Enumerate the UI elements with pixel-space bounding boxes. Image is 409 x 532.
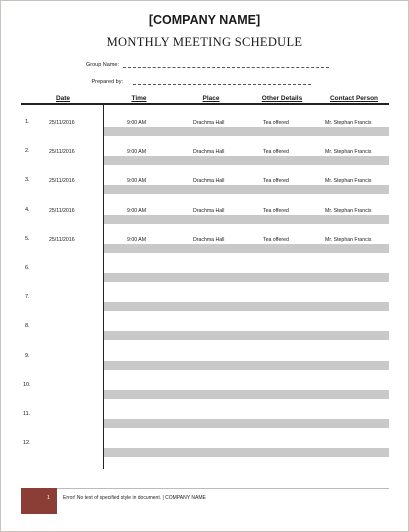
- row-date[interactable]: 25/11/2016: [49, 207, 75, 214]
- column-header-date: Date: [55, 95, 71, 102]
- row-time[interactable]: 9:00 AM: [127, 177, 147, 184]
- header-rule: [21, 103, 389, 105]
- row-other-details[interactable]: Tea offered: [263, 207, 289, 214]
- column-header-time: Time: [131, 95, 147, 102]
- row-other-details[interactable]: Tea offered: [263, 119, 289, 126]
- company-name: [COMPANY NAME]: [148, 13, 261, 27]
- group-name-line[interactable]: [123, 67, 329, 68]
- column-header-contact-person: Contact Person: [329, 95, 379, 102]
- row-number: 7.: [25, 294, 30, 300]
- prepared-by-line[interactable]: [133, 84, 311, 85]
- row-place[interactable]: Drachma Hall: [193, 207, 225, 214]
- row-band: [104, 244, 389, 253]
- row-band: [104, 390, 389, 399]
- row-contact-person[interactable]: Mr. Stephan Francis: [325, 207, 372, 214]
- row-band: [104, 331, 389, 340]
- row-other-details[interactable]: Tea offered: [263, 177, 289, 184]
- row-band: [104, 185, 389, 194]
- footer-text: Error! No text of specified style in document. | COMPANY NAME: [63, 495, 206, 501]
- row-number: 5.: [25, 236, 30, 242]
- row-date[interactable]: 25/11/2016: [49, 148, 75, 155]
- prepared-by-label: Prepared by:: [91, 79, 123, 85]
- row-contact-person[interactable]: Mr. Stephan Francis: [325, 119, 372, 126]
- footer-rule: [57, 488, 389, 489]
- row-date[interactable]: 25/11/2016: [49, 236, 75, 243]
- row-place[interactable]: Drachma Hall: [193, 236, 225, 243]
- row-number: 2.: [25, 148, 30, 154]
- row-contact-person[interactable]: Mr. Stephan Francis: [325, 236, 372, 243]
- row-time[interactable]: 9:00 AM: [127, 148, 147, 155]
- row-band: [104, 215, 389, 224]
- row-band: [104, 156, 389, 165]
- row-band: [104, 273, 389, 282]
- row-place[interactable]: Drachma Hall: [193, 177, 225, 184]
- row-date[interactable]: 25/11/2016: [49, 177, 75, 184]
- footer-accent-box: [21, 488, 57, 514]
- row-number: 9.: [25, 353, 30, 359]
- row-contact-person[interactable]: Mr. Stephan Francis: [325, 177, 372, 184]
- row-place[interactable]: Drachma Hall: [193, 148, 225, 155]
- row-band: [104, 361, 389, 370]
- row-number: 10.: [23, 382, 31, 388]
- column-header-other-details: Other Details: [261, 95, 303, 102]
- group-name-label: Group Name:: [85, 62, 119, 68]
- row-time[interactable]: 9:00 AM: [127, 236, 147, 243]
- row-date[interactable]: 25/11/2016: [49, 119, 75, 126]
- row-number: 11.: [23, 411, 31, 417]
- footer-page-number: 1: [47, 495, 50, 501]
- row-number: 3.: [25, 177, 30, 183]
- column-header-place: Place: [202, 95, 220, 102]
- row-time[interactable]: 9:00 AM: [127, 119, 147, 126]
- document-title: MONTHLY MEETING SCHEDULE: [106, 35, 303, 49]
- row-other-details[interactable]: Tea offered: [263, 236, 289, 243]
- row-place[interactable]: Drachma Hall: [193, 119, 225, 126]
- row-band: [104, 448, 389, 457]
- row-contact-person[interactable]: Mr. Stephan Francis: [325, 148, 372, 155]
- row-band: [104, 127, 389, 136]
- row-number: 8.: [25, 323, 30, 329]
- row-number: 12.: [23, 440, 31, 446]
- row-number: 6.: [25, 265, 30, 271]
- row-number: 4.: [25, 207, 30, 213]
- row-time[interactable]: 9:00 AM: [127, 207, 147, 214]
- row-band: [104, 419, 389, 428]
- row-number: 1.: [25, 119, 30, 125]
- row-band: [104, 302, 389, 311]
- row-other-details[interactable]: Tea offered: [263, 148, 289, 155]
